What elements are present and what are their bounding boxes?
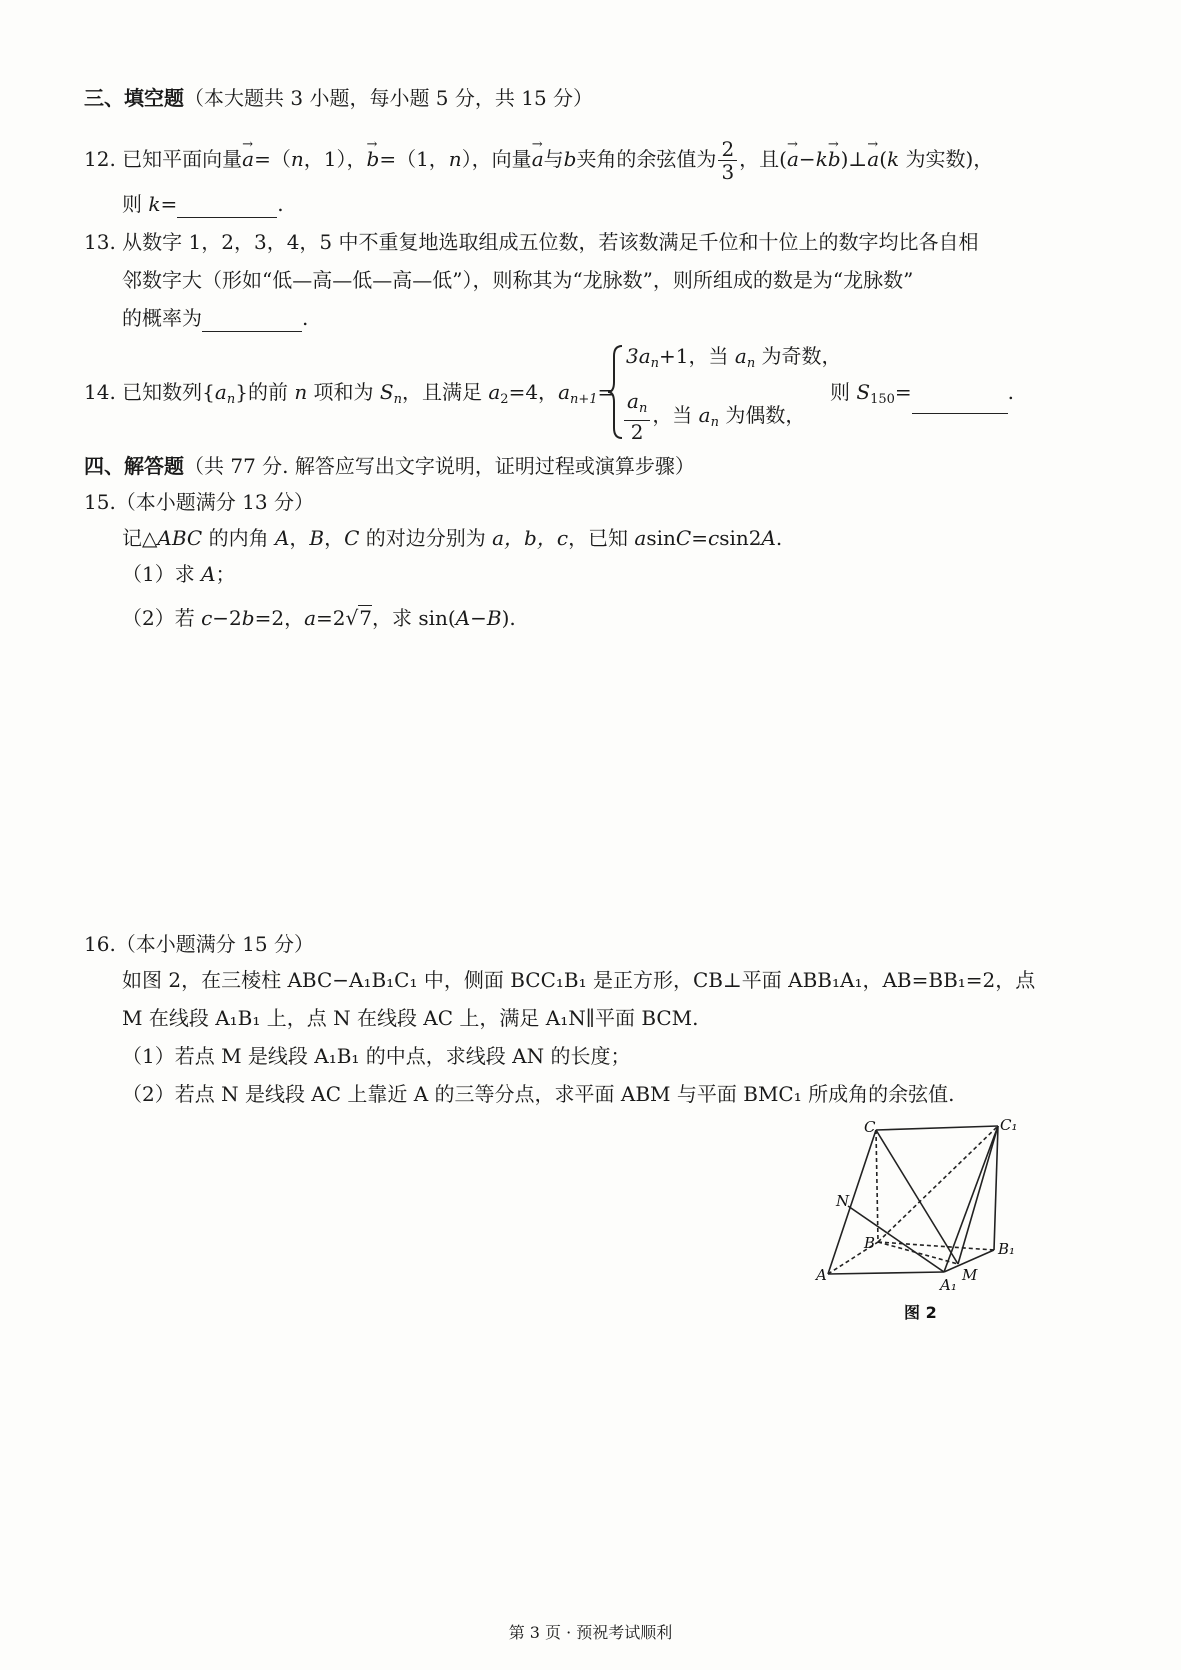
var-a: a: [488, 380, 501, 404]
q15-text: ，: [289, 526, 310, 550]
q12-text: ，1），: [303, 147, 367, 171]
q15-text: 记△: [122, 526, 158, 550]
triangle-name: ABC: [157, 526, 203, 550]
q12-text: 则: [122, 192, 149, 216]
var-a: a: [214, 380, 227, 404]
question-12-line2: [122, 190, 284, 218]
vector-a: → a: [867, 145, 879, 173]
edge-AA1: [828, 1272, 944, 1274]
answer-blank[interactable]: [177, 195, 277, 218]
vector-a: → a: [787, 145, 799, 173]
q14-text: =4，: [508, 380, 559, 404]
subscript: n: [746, 356, 756, 371]
case-text: +1，当: [659, 344, 735, 368]
answer-blank[interactable]: [202, 309, 302, 332]
question-16-line2: M 在线段 A₁B₁ 上，点 N 在线段 AC 上，满足 A₁N∥平面 BCM.: [122, 1006, 699, 1030]
q15-text: −2: [212, 606, 242, 630]
q15-text: =2，: [254, 606, 305, 630]
var-S: S: [379, 380, 394, 404]
var-a: a: [698, 403, 711, 427]
subscript: n: [650, 356, 660, 371]
fraction-numerator: 2: [718, 138, 737, 161]
q12-text: =（1，: [379, 147, 449, 171]
sqrt-radicand: 7: [359, 606, 372, 630]
var-b: b: [241, 606, 255, 630]
q15-text: ，: [324, 526, 345, 550]
var-C: C: [344, 526, 360, 550]
equals: =: [691, 526, 708, 550]
line-CM: [876, 1130, 958, 1264]
label-C1: C₁: [1000, 1116, 1018, 1134]
line-NA1: [848, 1206, 944, 1272]
var-b: b: [563, 147, 577, 171]
var-B: B: [309, 526, 325, 550]
question-14-answer: [830, 378, 1014, 414]
var-k: k: [887, 147, 900, 171]
question-16-header: 16.（本小题满分 15 分）: [84, 932, 314, 956]
label-A1: A₁: [940, 1276, 957, 1294]
sides: a，b，c: [492, 526, 569, 550]
q15-text: （1）求: [122, 562, 202, 586]
var-A: A: [455, 606, 471, 630]
vector-b: → b: [828, 145, 841, 173]
case-text: 为奇数，: [755, 344, 842, 368]
var-n: n: [448, 147, 462, 171]
var-a: a: [734, 344, 747, 368]
q12-text: ），向量: [461, 147, 532, 171]
question-15-part1: [122, 560, 236, 588]
q13-number: 13.: [84, 230, 116, 254]
q13-text: .: [302, 306, 309, 330]
fraction-denominator: 2: [630, 420, 644, 444]
q12-text: 已知平面向量: [122, 147, 243, 171]
var-S: S: [856, 380, 871, 404]
q15-text: ；: [215, 562, 236, 586]
subscript: n+1: [570, 392, 598, 407]
var-a: a: [304, 606, 317, 630]
q15-text: 的对边分别为: [359, 526, 493, 550]
section4-heading: 四、解答题: [84, 454, 184, 478]
q12-text: −: [798, 147, 816, 171]
piecewise-case-odd: [626, 342, 842, 378]
q12-text: =: [160, 192, 178, 216]
fraction-denominator: 3: [721, 160, 735, 184]
label-M: M: [962, 1266, 978, 1284]
q15-text: −: [470, 606, 487, 630]
prism-figure: [812, 1114, 1032, 1324]
page-footer: 第 3 页 · 预祝考试顺利: [508, 1623, 673, 1642]
label-B: B: [864, 1234, 876, 1252]
piecewise-case-even: [622, 390, 805, 443]
q13-text: 的概率为: [122, 306, 202, 330]
q12-text: 与: [543, 147, 564, 171]
var-k: k: [148, 192, 161, 216]
q15-text: 的内角: [202, 526, 275, 550]
subscript: n: [226, 392, 236, 407]
sin: sin: [646, 526, 676, 550]
var-c: c: [707, 526, 720, 550]
q12-text: 为实数)，: [899, 147, 994, 171]
line-C1M: [958, 1126, 998, 1264]
q15-text: =2: [316, 606, 346, 630]
q14-text: .: [1007, 380, 1015, 404]
var-k: k: [815, 147, 828, 171]
var-n: n: [290, 147, 304, 171]
q15-text: ，求 sin(: [371, 606, 456, 630]
question-15-line1: [122, 524, 782, 552]
q14-number: 14.: [84, 380, 116, 404]
vector-b: → b: [367, 145, 380, 173]
q14-text: =: [894, 380, 912, 404]
subscript: n: [638, 401, 648, 416]
q13-text: 邻数字大（形如“低—高—低—高—低”），则称其为“龙脉数”，则所组成的数是为“龙脉数”: [122, 268, 914, 292]
q15-text: ，已知: [568, 526, 635, 550]
label-C: C: [864, 1118, 876, 1136]
q15-text: ).: [501, 606, 516, 630]
var-c: c: [201, 606, 213, 630]
question-13-line2: [122, 266, 913, 294]
q12-text: (: [879, 147, 887, 171]
label-N: N: [836, 1192, 850, 1210]
q14-text: ，且满足: [402, 380, 489, 404]
section3-heading: 三、填空题: [84, 86, 184, 110]
q12-text: .: [277, 192, 284, 216]
question-14-line: [84, 378, 614, 414]
q12-number: 12.: [84, 147, 116, 171]
subscript: 2: [500, 392, 509, 407]
vector-a: → a: [532, 145, 544, 173]
sqrt-symbol: √: [345, 606, 359, 630]
var-a: a: [634, 526, 647, 550]
fraction-an-over-2: [624, 390, 650, 443]
q12-text: ，且(: [739, 147, 787, 171]
edge-CC1: [876, 1126, 998, 1130]
question-16-part2: （2）若点 N 是线段 AC 上靠近 A 的三等分点，求平面 ABM 与平面 BMC₁ 所成角的余弦值.: [122, 1082, 955, 1106]
section3-title: [84, 84, 593, 112]
q13-text: 从数字 1，2，3，4，5 中不重复地选取组成五位数，若该数满足千位和十位上的数字均比各自相: [122, 230, 979, 254]
q14-text: 已知数列{: [122, 380, 215, 404]
fraction-numerator: [624, 390, 650, 421]
q14-text: 项和为: [307, 380, 380, 404]
var-a: a: [627, 389, 639, 413]
case-expression: 3a: [626, 344, 651, 368]
q15-text: （2）若: [122, 606, 202, 630]
label-A: A: [816, 1266, 827, 1284]
edge-C1B1: [994, 1126, 998, 1250]
q14-text: =: [597, 380, 615, 404]
var-C: C: [675, 526, 692, 550]
question-13-line3: [122, 304, 308, 332]
line-BC1-hidden: [878, 1126, 998, 1242]
var-A: A: [761, 526, 776, 550]
var-A: A: [201, 562, 216, 586]
question-15-part2: [122, 604, 516, 632]
q14-text: }的前: [235, 380, 295, 404]
var-n: n: [294, 380, 308, 404]
question-13-line1: [84, 228, 979, 256]
section3-note: （本大题共 3 小题，每小题 5 分，共 15 分）: [184, 86, 594, 110]
vector-a: → a: [242, 145, 254, 173]
question-16-part1: （1）若点 M 是线段 A₁B₁ 的中点，求线段 AN 的长度；: [122, 1044, 631, 1068]
case-text: 为偶数，: [718, 403, 806, 427]
question-16-line1: 如图 2，在三棱柱 ABC−A₁B₁C₁ 中，侧面 BCC₁B₁ 是正方形，CB⊥平面 ABB₁A₁，AB=BB₁=2，点: [122, 968, 1036, 992]
label-B1: B₁: [998, 1240, 1016, 1258]
var-A: A: [274, 526, 290, 550]
section4-note: （共 77 分. 解答应写出文字说明，证明过程或演算步骤）: [184, 454, 695, 478]
case-text: ，当: [652, 403, 699, 427]
fraction-two-thirds: [718, 138, 737, 183]
q12-text: 夹角的余弦值为: [576, 147, 717, 171]
var-a: a: [558, 380, 570, 404]
subscript: 150: [870, 392, 895, 407]
q14-text: 则: [830, 380, 857, 404]
figure-caption: 图 2: [904, 1303, 937, 1322]
sin: sin2: [719, 526, 762, 550]
subscript: n: [710, 415, 719, 430]
q12-text: =（: [254, 147, 291, 171]
question-15-header: 15.（本小题满分 13 分）: [84, 490, 314, 514]
period: .: [775, 526, 783, 550]
section4-title: [84, 452, 695, 480]
question-12-line1: [84, 138, 993, 183]
answer-blank[interactable]: [912, 391, 1008, 414]
q12-text: )⊥: [840, 147, 868, 171]
subscript: n: [393, 392, 402, 407]
var-B: B: [486, 606, 502, 630]
